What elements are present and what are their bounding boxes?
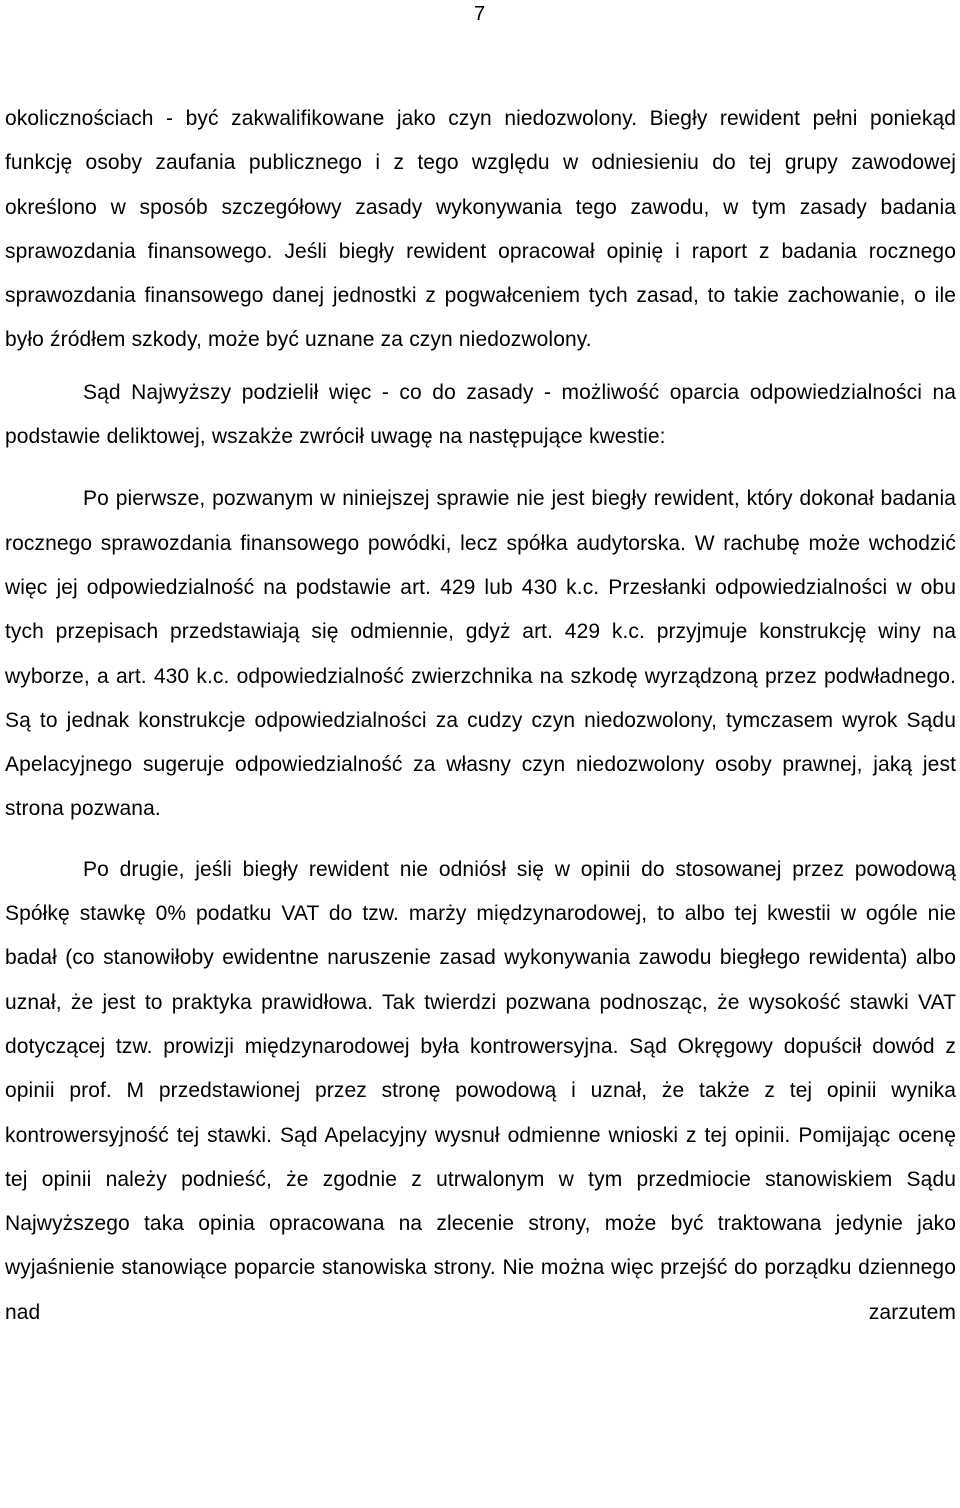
- document-body: [5, 97, 956, 1335]
- paragraph-4: Po drugie, jeśli biegły rewident nie odniósł się w opinii do stosowanej przez powodową Spółkę stawkę 0% podatku VAT do tzw. marży międzynarodowej, to albo tej kwestii w ogóle nie badał (co stanowiłoby ewidentne naruszenie zasad wykonywania zawodu biegłego rewidenta) albo uznał, że jest to praktyka prawidłowa. Tak twierdzi pozwana podnosząc, że wysokość stawki VAT dotyczącej tzw. prowizji międzynarodowej była kontrowersyjna. Sąd Okręgowy dopuścił dowód z opinii prof. M przedstawionej przez stronę powodową i uznał, że także z tej opinii wynika kontrowersyjność tej stawki. Sąd Apelacyjny wysnuł odmienne wnioski z tej opinii. Pomijając ocenę tej opinii należy podnieść, że zgodnie z utrwalonym w tym przedmiocie stanowiskiem Sądu Najwyższego taka opinia opracowana na zlecenie strony, może być traktowana jedynie jako wyjaśnienie stanowiące poparcie stanowiska strony. Nie można więc przejść do porządku dziennego nad zarzutem: [5, 857, 956, 1324]
- paragraph-2: Sąd Najwyższy podzielił więc - co do zasady - możliwość oparcia odpowiedzialności na podstawie deliktowej, wszakże zwrócił uwagę na następujące kwestie:: [5, 380, 956, 449]
- paragraph-3: Po pierwsze, pozwanym w niniejszej sprawie nie jest biegły rewident, który dokonał badania rocznego sprawozdania finansowego powódki, lecz spółka audytorska. W rachubę może wchodzić więc jej odpowiedzialność na podstawie art. 429 lub 430 k.c. Przesłanki odpowiedzialności w obu tych przepisach przedstawiają się odmiennie, gdyż art. 429 k.c. przyjmuje konstrukcję winy na wyborze, a art. 430 k.c. odpowiedzialność zwierzchnika na szkodę wyrządzoną przez podwładnego. Są to jednak konstrukcje odpowiedzialności za cudzy czyn niedozwolony, tymczasem wyrok Sądu Apelacyjnego sugeruje odpowiedzialność za własny czyn niedozwolony osoby prawnej, jaką jest strona pozwana.: [5, 487, 956, 821]
- page-number: 7: [474, 3, 486, 25]
- paragraph-1: okolicznościach - być zakwalifikowane jako czyn niedozwolony. Biegły rewident pełni poniekąd funkcję osoby zaufania publicznego i z tego względu w odniesieniu do tej grupy zawodowej określono w sposób szczegółowy zasady wykonywania tego zawodu, w tym zasady badania sprawozdania finansowego. Jeśli biegły rewident opracował opinię i raport z badania rocznego sprawozdania finansowego danej jednostki z pogwałceniem tych zasad, to takie zachowanie, o ile było źródłem szkody, może być uznane za czyn niedozwolony.: [5, 107, 956, 352]
